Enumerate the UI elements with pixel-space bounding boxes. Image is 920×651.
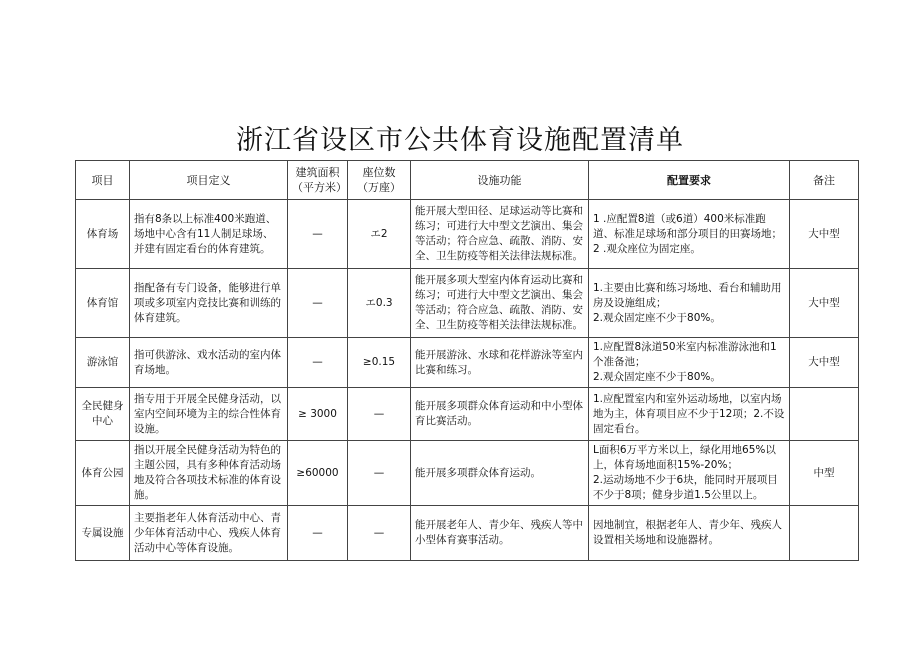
requirement-line: 2.运动场地不少于6块，能同时开展项目不少于8项；健身步道1.5公里以上。 <box>593 474 778 501</box>
row-definition: 指有8条以上标准400米跑道、场地中心含有11人制足球场、并建有固定看台的体育建筑。 <box>130 200 288 269</box>
facility-table <box>75 160 859 561</box>
row-requirements <box>589 506 790 561</box>
row-note <box>790 506 859 561</box>
row-area: — <box>288 506 348 561</box>
requirement-line: L面积6万平方米以上，绿化用地65%以上，体育场地面积15%-20%； <box>593 444 776 471</box>
row-definition: 指专用于开展全民健身活动，以室内空间环境为主的综合性体育设施。 <box>130 388 288 441</box>
header-row <box>76 161 859 200</box>
row-definition: 指配备有专门设备，能够进行单项或多项室内竞技比赛和训练的体育建筑。 <box>130 269 288 338</box>
table-row <box>76 441 859 506</box>
row-requirements <box>589 338 790 388</box>
row-note: 大中型 <box>790 200 859 269</box>
row-seats: エ2 <box>348 200 411 269</box>
row-area: — <box>288 200 348 269</box>
requirement-line: 因地制宜，根据老年人、青少年、残疾人设置相关场地和设施器材。 <box>593 519 782 546</box>
row-name: 专属设施 <box>76 506 130 561</box>
row-area: ≥60000 <box>288 441 348 506</box>
row-area: — <box>288 338 348 388</box>
header-requirements: 配置要求 <box>589 161 790 200</box>
row-function: 能开展多项群众体育运动。 <box>411 441 589 506</box>
table-row <box>76 269 859 338</box>
row-requirements <box>589 441 790 506</box>
row-seats: — <box>348 506 411 561</box>
table-row <box>76 200 859 269</box>
table-row <box>76 506 859 561</box>
row-function: 能开展老年人、青少年、残疾人等中小型体育赛事活动。 <box>411 506 589 561</box>
header-seats: 座位数（万座） <box>348 161 411 200</box>
requirement-line: 1.主要由比赛和练习场地、看台和辅助用房及设施组成； <box>593 281 782 309</box>
requirement-line: 1.应配置室内和室外运动场地，以室内场地为主，体育项目应不少于12项；2.不设固定看台。 <box>593 392 785 435</box>
table-row <box>76 388 859 441</box>
row-function: 能开展多项群众体育运动和中小型体育比赛活动。 <box>411 388 589 441</box>
row-definition: 指可供游泳、戏水活动的室内体育场地。 <box>130 338 288 388</box>
row-area: — <box>288 269 348 338</box>
row-function: 能开展大型田径、足球运动等比赛和练习；可进行大中型文艺演出、集会等活动；符合应急、疏散、消防、安全、卫生防疫等相关法律法规标准。 <box>411 200 589 269</box>
header-note: 备注 <box>790 161 859 200</box>
row-area: ≥ 3000 <box>288 388 348 441</box>
page-title: 浙江省设区市公共体育设施配置清单 <box>236 125 684 156</box>
header-area: 建筑面积（平方米） <box>288 161 348 200</box>
row-definition: 指以开展全民健身活动为特色的主题公园，具有多种体育活动场地及符合各项技术标准的体育设施。 <box>130 441 288 506</box>
requirement-line: 2 .观众座位为固定座。 <box>593 242 701 255</box>
row-function: 能开展游泳、水球和花样游泳等室内比赛和练习。 <box>411 338 589 388</box>
row-requirements <box>589 269 790 338</box>
requirement-line: 2.观众固定座不少于80%。 <box>593 371 721 383</box>
row-name: 体育公园 <box>76 441 130 506</box>
header-function: 设施功能 <box>411 161 589 200</box>
table-row <box>76 338 859 388</box>
row-seats: ≥0.15 <box>348 338 411 388</box>
row-seats: — <box>348 441 411 506</box>
row-requirements <box>589 388 790 441</box>
row-note: 大中型 <box>790 338 859 388</box>
row-name: 全民健身中心 <box>76 388 130 441</box>
requirement-line: 1 .应配置8道（或6道）400米标准跑道、标准足球场和部分项目的田赛场地； <box>593 212 782 240</box>
header-definition: 项目定义 <box>130 161 288 200</box>
row-note <box>790 388 859 441</box>
row-definition: 主要指老年人体育活动中心、青少年体育活动中心、残疾人体育活动中心等体育设施。 <box>130 506 288 561</box>
row-requirements <box>589 200 790 269</box>
row-note: 中型 <box>790 441 859 506</box>
row-seats: エ0.3 <box>348 269 411 338</box>
requirement-line: 1.应配置8泳道50米室内标准游泳池和1个准备池； <box>593 341 777 368</box>
row-name: 体育馆 <box>76 269 130 338</box>
row-note: 大中型 <box>790 269 859 338</box>
header-project: 项目 <box>76 161 130 200</box>
row-seats: — <box>348 388 411 441</box>
row-function: 能开展多项大型室内体育运动比赛和练习；可进行大中型文艺演出、集会等活动；符合应急、疏散、消防、安全、卫生防疫等相关法律法规标准。 <box>411 269 589 338</box>
row-name: 游泳馆 <box>76 338 130 388</box>
requirement-line: 2.观众固定座不少于80%。 <box>593 311 721 324</box>
row-name: 体育场 <box>76 200 130 269</box>
